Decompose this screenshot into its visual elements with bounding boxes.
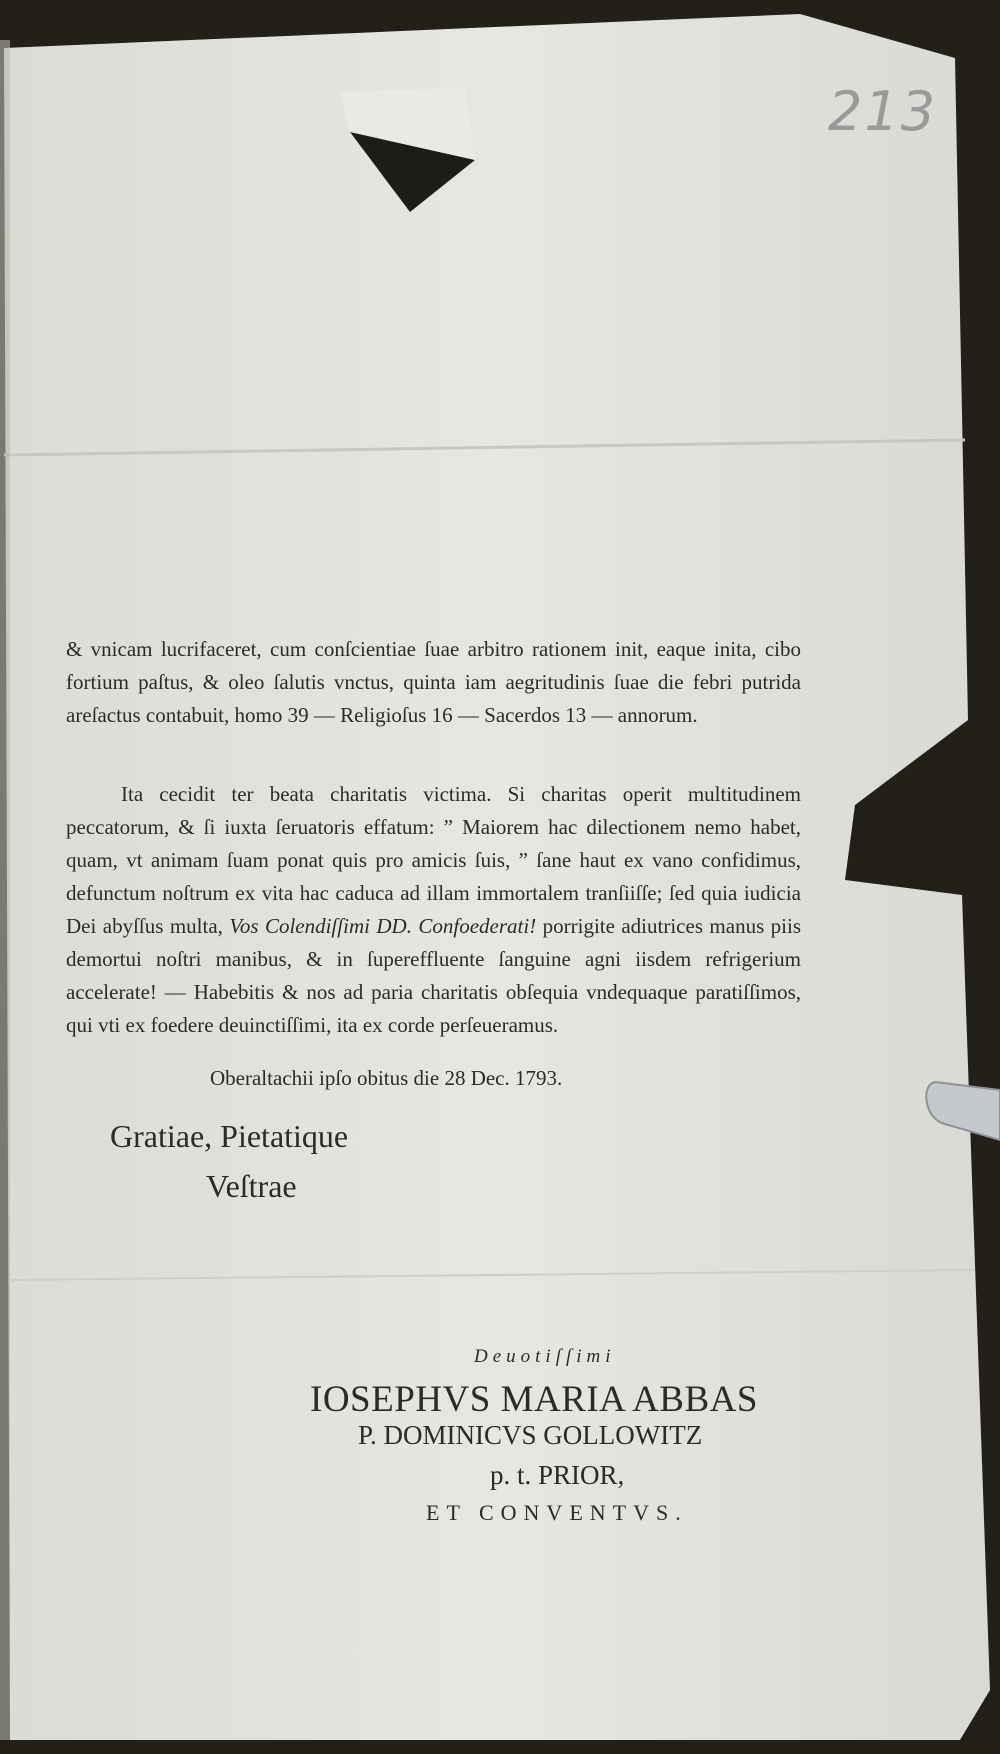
- page-number: 213: [828, 80, 938, 143]
- signature-prior-title: p. t. PRIOR,: [490, 1460, 625, 1490]
- signature-devoti: Deuotiſſimi: [474, 1346, 616, 1367]
- closing-line-2: Veſtrae: [206, 1168, 297, 1204]
- signature-conventus: ET CONVENTVS.: [426, 1500, 688, 1525]
- dateline: Oberaltachii ipſo obitus die 28 Dec. 1793.: [210, 1066, 563, 1090]
- paragraph-2-part-b: porrigite adiutrices manus piis demortui noſtri manibus, & in ſupereffluente ſanguine agni iisdem refrigerium accelerate! — Habebitis & nos ad paria charitatis obſequia vndequaque paratiſſimos, qui vti ex foedere deuinctiſſimi, ita ex corde perſeueramus.: [66, 914, 802, 1037]
- paragraph-2-italic: Vos Colendiſſimi DD. Confoederati!: [229, 914, 537, 938]
- closing-line-1: Gratiae, Pietatique: [110, 1118, 349, 1154]
- paragraph-1: & vnicam lucrifaceret, cum conſcientiae ſuae arbitro rationem init, eaque inita, cibo fortium paſtus, & oleo ſalutis vnctus, quinta iam aegritudinis ſuae die febri putrida areſactus contabuit, homo 39 — Religioſus 16 — Sacerdos 13 — annorum.: [66, 637, 801, 727]
- paragraph-2-part-a: Ita cecidit ter beata charitatis victima. Si charitas operit multitudinem peccatorum, & ſi iuxta ſeruatoris effatum: ” Maiorem hac dilectionem nemo habet, quam, vt animam ſuam ponat quis pro amicis ſuis, ” ſane haut ex vano confidimus, defunctum noſtrum ex vita hac caduca ad illam immortalem tranſiiſſe; ſed quia iudicia Dei abyſſus multa,: [66, 782, 801, 938]
- paragraph-2: [66, 778, 801, 1042]
- signature-abbas: IOSEPHVS MARIA ABBAS: [310, 1379, 758, 1420]
- gutter-shadow: [0, 40, 10, 1740]
- signature-prior-name: P. DOMINICVS GOLLOWITZ: [358, 1420, 703, 1450]
